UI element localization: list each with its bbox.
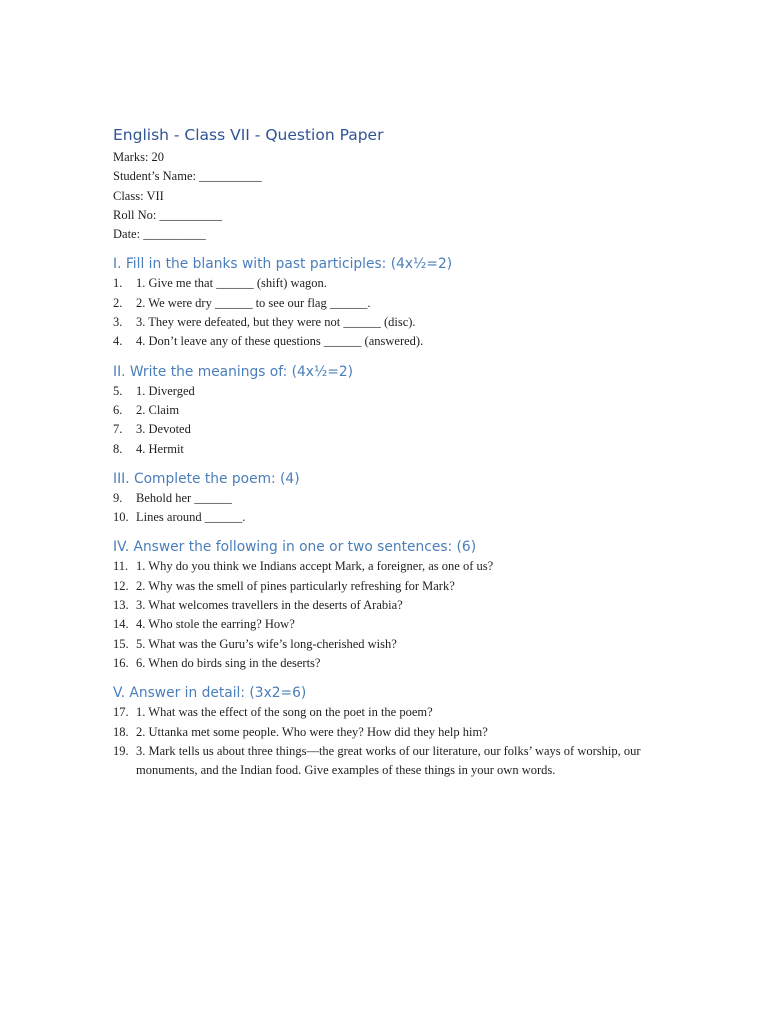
question-text: 4. Don’t leave any of these questions ______ (answered).	[136, 334, 424, 349]
question-item	[113, 508, 658, 527]
question-number: 9.	[113, 490, 123, 505]
question-text: Behold her ______	[136, 490, 232, 505]
question-item	[113, 274, 658, 293]
question-item	[113, 615, 658, 634]
question-text: 2. Why was the smell of pines particularly refreshing for Mark?	[136, 578, 455, 593]
question-item	[113, 557, 658, 576]
section-heading: IV. Answer the following in one or two sentences: (6)	[113, 539, 477, 556]
header-info	[113, 148, 658, 244]
question-item	[113, 294, 658, 313]
section-heading: V. Answer in detail: (3x2=6)	[113, 685, 307, 702]
question-text: 3. They were defeated, but they were not ______ (disc).	[136, 315, 416, 330]
question-number: 13.	[113, 598, 129, 613]
question-item	[113, 401, 658, 420]
question-text: 2. Uttanka met some people. Who were they? How did they help him?	[136, 724, 488, 739]
question-number: 12.	[113, 578, 129, 593]
question-number: 11.	[113, 559, 129, 574]
question-text: Lines around ______.	[136, 510, 246, 525]
page-title: English - Class VII - Question Paper	[113, 126, 384, 144]
section-complete-poem	[113, 470, 658, 528]
question-text: 6. When do birds sing in the deserts?	[136, 655, 321, 670]
question-number: 17.	[113, 705, 129, 720]
question-number: 3.	[113, 315, 123, 330]
question-number: 2.	[113, 295, 123, 310]
question-text: 1. What was the effect of the song on the poet in the poem?	[136, 705, 433, 720]
question-text: 2. We were dry ______ to see our flag ______.	[136, 295, 371, 310]
question-text: 1. Diverged	[136, 383, 195, 398]
question-text: 1. Why do you think we Indians accept Mark, a foreigner, as one of us?	[136, 559, 494, 574]
question-text: 1. Give me that ______ (shift) wagon.	[136, 276, 327, 291]
question-number: 10.	[113, 510, 129, 525]
question-list	[113, 703, 658, 780]
section-heading: II. Write the meanings of: (4x½=2)	[113, 363, 354, 380]
question-number: 14.	[113, 617, 129, 632]
question-number: 6.	[113, 402, 123, 417]
question-item	[113, 703, 658, 722]
question-list	[113, 489, 658, 528]
question-number: 15.	[113, 636, 129, 651]
question-number: 19.	[113, 743, 129, 758]
question-text: 4. Who stole the earring? How?	[136, 617, 295, 632]
question-item	[113, 440, 658, 459]
question-item	[113, 489, 658, 508]
question-paper	[113, 125, 658, 780]
question-list	[113, 557, 658, 673]
section-long-answers	[113, 684, 658, 780]
question-number: 16.	[113, 655, 129, 670]
question-item	[113, 723, 658, 742]
question-item	[113, 420, 658, 439]
question-number: 1.	[113, 276, 123, 291]
question-text: 3. What welcomes travellers in the deserts of Arabia?	[136, 598, 403, 613]
marks-line: Marks: 20	[113, 150, 165, 164]
question-list	[113, 274, 658, 351]
question-text: 3. Mark tells us about three things—the great works of our literature, our folks’ ways of worship, our monuments, and the Indian food. Give examples of these things in your own words.	[136, 743, 641, 778]
class-line: Class: VII	[113, 188, 164, 203]
question-item	[113, 654, 658, 673]
question-number: 18.	[113, 724, 129, 739]
question-item	[113, 313, 658, 332]
question-item	[113, 742, 658, 781]
roll-no-line: Roll No: __________	[113, 207, 223, 222]
question-item	[113, 332, 658, 351]
section-heading: III. Complete the poem: (4)	[113, 470, 300, 487]
section-short-answers	[113, 538, 658, 673]
question-number: 7.	[113, 422, 123, 437]
question-text: 3. Devoted	[136, 422, 191, 437]
question-text: 4. Hermit	[136, 441, 184, 456]
question-number: 5.	[113, 383, 123, 398]
question-number: 4.	[113, 334, 123, 349]
date-line: Date: __________	[113, 227, 206, 242]
question-number: 8.	[113, 441, 123, 456]
question-item	[113, 596, 658, 615]
section-fill-in-blanks	[113, 255, 658, 351]
question-item	[113, 382, 658, 401]
student-name-line: Student’s Name: __________	[113, 169, 262, 184]
section-meanings	[113, 363, 658, 459]
question-list	[113, 382, 658, 459]
question-item	[113, 577, 658, 596]
question-item	[113, 635, 658, 654]
section-heading: I. Fill in the blanks with past participles: (4x½=2)	[113, 256, 453, 273]
question-text: 2. Claim	[136, 402, 180, 417]
question-text: 5. What was the Guru’s wife’s long-cherished wish?	[136, 636, 397, 651]
